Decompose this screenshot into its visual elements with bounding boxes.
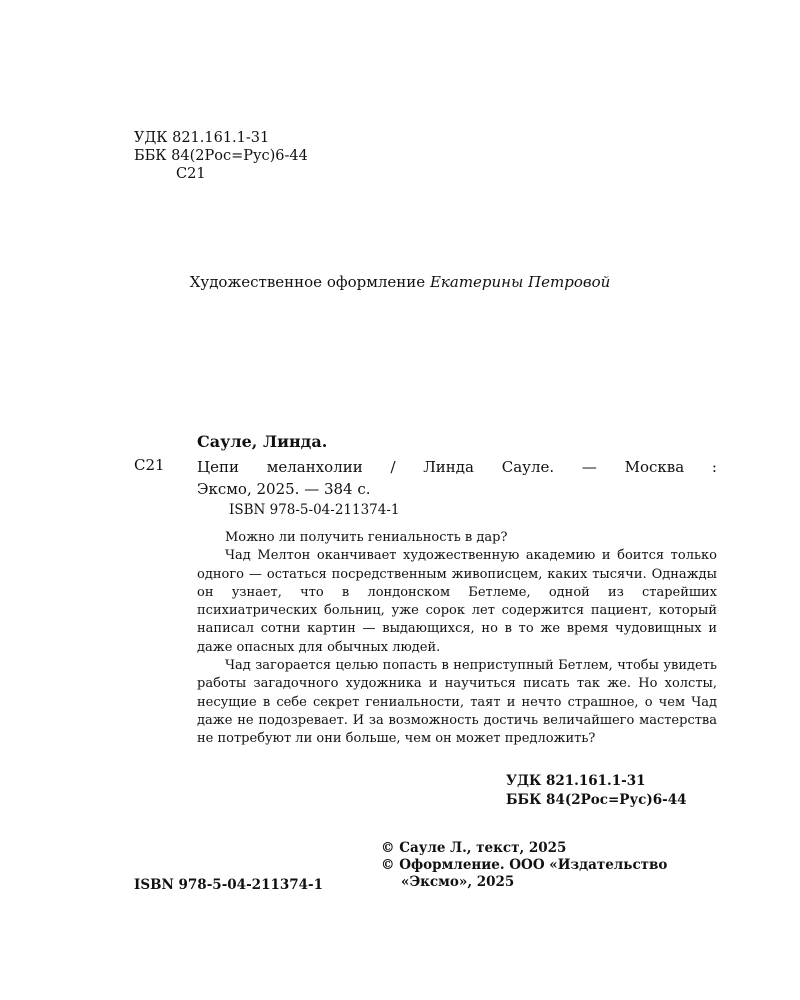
udk-code: УДК 821.161.1-31 <box>506 773 646 789</box>
credit-prefix: Художественное оформление <box>189 273 426 291</box>
top-classification-codes <box>134 129 308 183</box>
bbk-code: ББК 84(2Рос=Рус)6-44 <box>134 148 308 164</box>
copyright-publisher: «Эксмо», 2025 <box>401 874 515 890</box>
record-author-mark: С21 <box>134 456 165 474</box>
annotation <box>197 529 717 749</box>
copyright-notice <box>381 840 667 891</box>
copyright-design: © Оформление. ООО «Издательство <box>381 857 668 873</box>
bottom-classification-codes <box>506 772 687 810</box>
author-mark: С21 <box>176 166 206 182</box>
annotation-paragraph: Чад Мелтон оканчивает художественную академию и боится только одного — остаться посредственным живописцем, каких тысячи. Однажды он узнает, что в лондонском Бетлеме, одной из старейших психиатрических больниц, уже сорок лет содержится пациент, который написал сотни картин — выдающихся, но в то же время чудовищных и даже опасных для обычных людей. <box>197 548 717 655</box>
annotation-paragraph: Чад загорается целью попасть в неприступный Бетлем, чтобы увидеть работы загадочного художника и научиться писать так же. Но холсты, несущие в себе секрет гениальности, таят и нечто страшное, о чем Чад даже не подозревает. И за возможность достичь величайшего мастерства не потребуют ли они больше, чем он может предложить? <box>197 658 717 747</box>
isbn-footer: ISBN 978-5-04-211374-1 <box>134 877 324 893</box>
annotation-paragraph: Можно ли получить гениальность в дар? <box>225 530 508 545</box>
design-credit <box>0 273 800 291</box>
udk-code: УДК 821.161.1-31 <box>134 130 270 146</box>
credit-artist: Екатерины Петровой <box>429 273 611 291</box>
record-author: Сауле, Линда. <box>197 432 328 451</box>
record-isbn: ISBN 978-5-04-211374-1 <box>229 502 400 518</box>
bbk-code: ББК 84(2Рос=Рус)6-44 <box>506 792 687 808</box>
bibliographic-description <box>197 456 717 500</box>
copyright-text: © Сауле Л., текст, 2025 <box>381 840 567 856</box>
title-line-2: Эксмо, 2025. — 384 с. <box>197 480 371 498</box>
title-line-1: Цепи меланхолии / Линда Сауле. — Москва : <box>197 458 717 476</box>
